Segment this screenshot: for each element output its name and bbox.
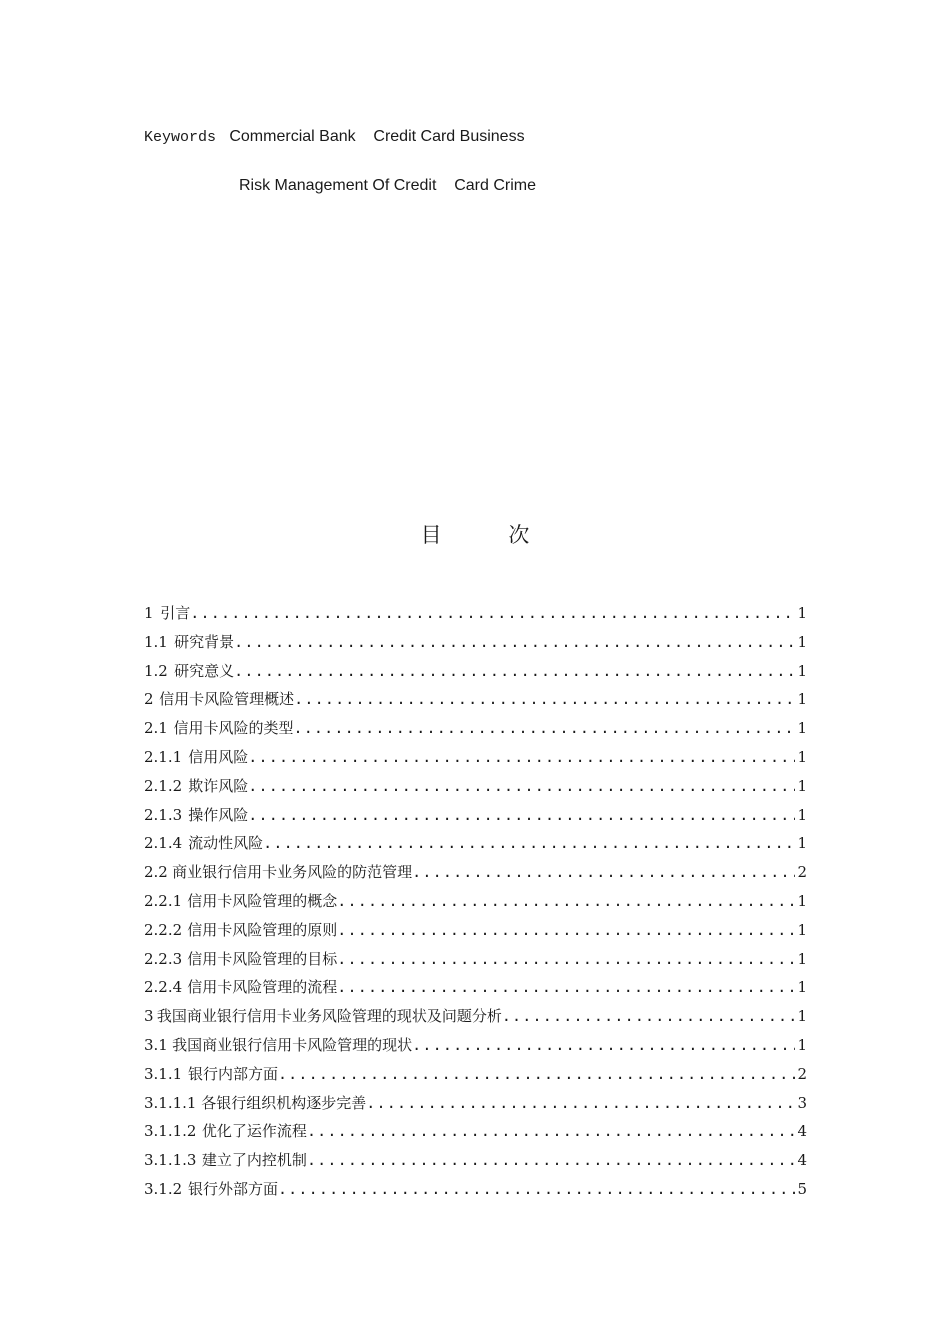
toc-entry-title: 我国商业银行信用卡风险管理的现状 <box>172 1035 413 1054</box>
toc-entry-page: 1 <box>797 834 807 853</box>
toc-entry[interactable] <box>144 599 807 628</box>
toc-entry-number: 1.1 <box>144 632 168 651</box>
toc-entry-title: 欺诈风险 <box>188 776 249 795</box>
toc-dot-leader <box>190 599 795 628</box>
toc-entry-title: 研究意义 <box>174 661 235 680</box>
toc-entry-title: 银行外部方面 <box>187 1179 278 1198</box>
toc-entry[interactable] <box>144 887 807 916</box>
toc-entry-number: 1 <box>144 604 154 622</box>
toc-dot-leader <box>234 657 795 686</box>
toc-entry[interactable] <box>144 772 807 801</box>
toc-entry-number: 3.1.1.1 <box>144 1093 197 1112</box>
toc-entry[interactable] <box>144 916 807 945</box>
toc-dot-leader <box>337 887 795 916</box>
toc-dot-leader <box>248 772 795 801</box>
toc-entry-page: 3 <box>797 1093 807 1112</box>
toc-entry-page: 1 <box>797 920 807 939</box>
toc-entry-title: 信用卡风险管理的目标 <box>187 949 338 968</box>
toc-entry-page: 1 <box>797 690 807 709</box>
toc-entry-page: 4 <box>797 1122 807 1141</box>
toc-entry-page: 1 <box>797 949 807 968</box>
toc-entry-page: 2 <box>797 1064 807 1083</box>
toc-entry-page: 1 <box>797 978 807 997</box>
toc-entry-page: 1 <box>797 719 807 738</box>
toc-entry[interactable] <box>144 1031 807 1060</box>
toc-dot-leader <box>234 628 795 657</box>
toc-entry[interactable] <box>144 628 807 657</box>
toc-entry-number: 2.2.3 <box>144 949 183 968</box>
toc-entry-number: 3.1 <box>144 1035 168 1054</box>
toc-dot-leader <box>293 714 795 743</box>
toc-entry-page: 1 <box>797 891 807 910</box>
toc-entry[interactable] <box>144 1146 807 1175</box>
toc-entry-title: 信用风险 <box>188 747 249 766</box>
toc-entry-title: 我国商业银行信用卡业务风险管理的现状及问题分析 <box>156 1007 502 1026</box>
toc-entry-title: 信用卡风险管理的流程 <box>187 978 338 997</box>
toc-entry[interactable] <box>144 801 807 830</box>
toc-entry-title: 引言 <box>160 604 191 622</box>
toc-entry-page: 4 <box>797 1151 807 1170</box>
toc-entry[interactable] <box>144 657 807 686</box>
toc-dot-leader <box>337 916 795 945</box>
toc-entry-number: 2.2 <box>144 863 168 882</box>
toc-dot-leader <box>366 1089 795 1118</box>
toc-entry-number: 2.2.2 <box>144 920 183 939</box>
toc-dot-leader <box>278 1175 796 1204</box>
toc-entry-title: 建立了内控机制 <box>201 1151 307 1170</box>
keywords-terms-1: Commercial Bank Credit Card Business <box>216 128 525 145</box>
toc-dot-leader <box>278 1060 796 1089</box>
toc-entry-number: 2.1.4 <box>144 834 183 853</box>
toc-entry-number: 1.2 <box>144 661 168 680</box>
toc-title: 目 次 <box>420 523 560 547</box>
toc-entry-number: 2.1.3 <box>144 805 183 824</box>
toc-entry-number: 3.1.2 <box>144 1179 183 1198</box>
toc-entry[interactable] <box>144 685 807 714</box>
keywords-line <box>144 126 525 149</box>
toc-entry-number: 3.1.1.2 <box>144 1122 197 1141</box>
toc-entry[interactable] <box>144 714 807 743</box>
toc-dot-leader <box>412 858 795 887</box>
toc-entry-number: 2.1.1 <box>144 747 183 766</box>
toc-dot-leader <box>307 1117 796 1146</box>
toc-entry[interactable] <box>144 858 807 887</box>
toc-entry-title: 信用卡风险管理的原则 <box>187 920 338 939</box>
toc-dot-leader <box>307 1146 796 1175</box>
toc-entry[interactable] <box>144 1060 807 1089</box>
toc-entry-page: 5 <box>797 1179 807 1198</box>
toc-entry-page: 2 <box>797 863 807 882</box>
toc-entry-title: 操作风险 <box>188 805 249 824</box>
toc-entry-number: 2.1 <box>144 719 168 738</box>
toc-entry-number: 2.2.4 <box>144 978 183 997</box>
toc-entry[interactable] <box>144 1089 807 1118</box>
toc-entry-title: 信用卡风险管理的概念 <box>187 891 338 910</box>
toc-entry-title: 各银行组织机构逐步完善 <box>201 1093 367 1112</box>
toc-entry-number: 3.1.1 <box>144 1064 183 1083</box>
toc-dot-leader <box>502 1002 796 1031</box>
toc-entry-page: 1 <box>797 661 807 680</box>
toc-entry[interactable] <box>144 973 807 1002</box>
toc-entry-title: 信用卡风险的类型 <box>173 719 294 738</box>
toc-dot-leader <box>294 685 795 714</box>
toc-dot-leader <box>337 945 795 974</box>
table-of-contents <box>144 599 807 1204</box>
toc-entry-page: 1 <box>797 1007 807 1026</box>
toc-entry-page: 1 <box>797 747 807 766</box>
toc-dot-leader <box>248 743 795 772</box>
toc-dot-leader <box>412 1031 795 1060</box>
toc-entry-title: 银行内部方面 <box>187 1064 278 1083</box>
toc-entry-title: 流动性风险 <box>188 834 264 853</box>
toc-entry-page: 1 <box>797 604 807 622</box>
toc-entry-number: 3.1.1.3 <box>144 1151 197 1170</box>
toc-entry-number: 2.2.1 <box>144 891 183 910</box>
toc-entry-number: 3 <box>144 1007 154 1026</box>
toc-dot-leader <box>263 829 795 858</box>
toc-entry[interactable] <box>144 1117 807 1146</box>
toc-dot-leader <box>337 973 795 1002</box>
toc-entry-title: 商业银行信用卡业务风险的防范管理 <box>172 863 413 882</box>
toc-entry[interactable] <box>144 829 807 858</box>
toc-entry-number: 2 <box>144 690 154 709</box>
toc-dot-leader <box>248 801 795 830</box>
toc-entry-title: 研究背景 <box>174 632 235 651</box>
toc-entry-page: 1 <box>797 805 807 824</box>
toc-entry-page: 1 <box>797 632 807 651</box>
toc-entry-title: 优化了运作流程 <box>201 1122 307 1141</box>
toc-entry[interactable] <box>144 743 807 772</box>
keywords-terms-2: Risk Management Of Credit Card Crime <box>239 177 536 194</box>
toc-entry[interactable] <box>144 1002 807 1031</box>
toc-entry-page: 1 <box>797 776 807 795</box>
toc-entry-number: 2.1.2 <box>144 776 183 795</box>
keywords-label: Keywords <box>144 129 217 146</box>
toc-entry[interactable] <box>144 1175 807 1204</box>
toc-entry[interactable] <box>144 945 807 974</box>
toc-entry-page: 1 <box>797 1035 807 1054</box>
toc-entry-title: 信用卡风险管理概述 <box>159 690 295 709</box>
